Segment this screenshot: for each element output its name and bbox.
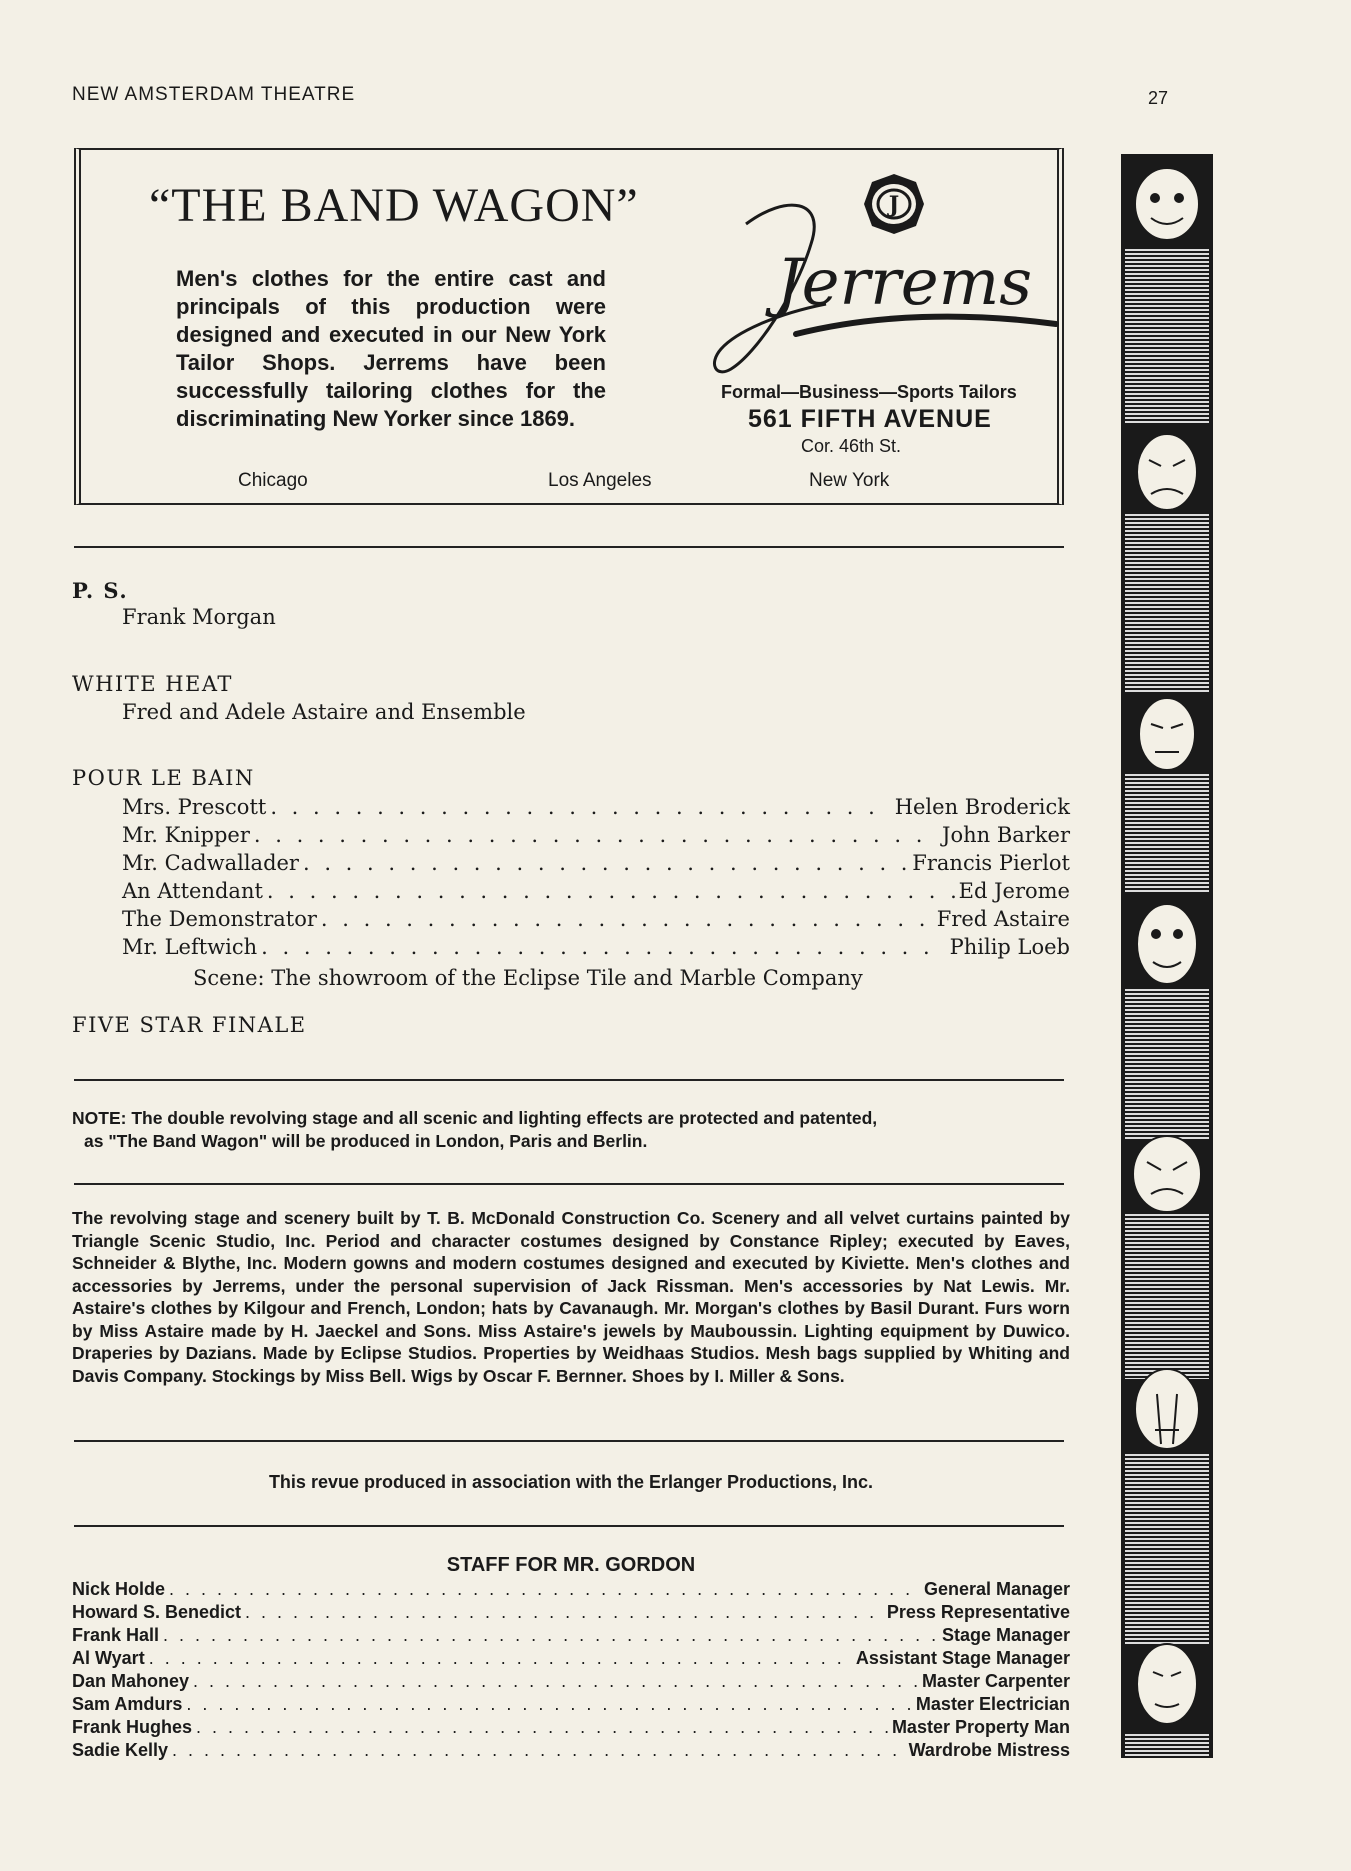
ad-body-text: Men's clothes for the entire cast and principals of this production were designed and executed in our New York Tailor Shops. Jerrems have been successfully tailoring clothes for the discriminating New Yorker since 1869. [176,266,606,431]
staff-row [72,1625,1070,1648]
leader-dots [270,795,890,819]
staff-row [72,1648,1070,1671]
ad-cross-street: Cor. 46th St. [801,436,902,456]
leader-dots [245,1602,883,1623]
scene-title-finale: FIVE STAR FINALE [72,1013,307,1037]
monogram-letter: J [888,192,900,218]
cast-row [122,795,1070,822]
staff-position: Press Representative [886,1602,1070,1622]
actor-name: Philip Loeb [949,935,1070,959]
role-name: An Attendant [122,879,263,903]
leader-dots [267,879,955,903]
scene-setting: Scene: The showroom of the Eclipse Tile and Marble Company [193,966,863,990]
cast-row [122,823,1070,850]
staff-position: Stage Manager [941,1625,1070,1645]
role-name: Mr. Knipper [122,823,250,847]
production-credits: The revolving stage and scenery built by T. B. McDonald Construction Co. Scenery and all velvet curtains painted by Triangle Scenic Studio, Inc. Period and character costumes designed by Constance Ripley; executed by Eaves, Schneider & Blythe, Inc. Modern gowns and modern costumes designed and executed by Kiviette. Men's clothes and accessories by Jerrems, under the personal supervision of Jack Rissman. Men's accessories by Nat Lewis. Mr. Astaire's clothes by Kilgour and French, London; hats by Cavanaugh. Mr. Morgan's clothes by Basil Durant. Furs worn by Miss Astaire made by H. Jaeckel and Sons. Miss Astaire's jewels by Mauboussin. Lighting equipment by Duwico. Draperies by Dazians. Made by Eclipse Studios. Properties by Weidhaas Studios. Mesh bags supplied by Whiting and Davis Company. Stockings by Miss Bell. Wigs by Oscar F. Bernner. Shoes by I. Miller & Sons. [72,1208,1070,1386]
jerrems-logo [636,164,1106,384]
divider [74,546,1064,548]
staff-row [72,1740,1070,1763]
actor-name: Fred Astaire [936,907,1070,931]
actor-name: Helen Broderick [894,795,1070,819]
staff-row [72,1579,1070,1602]
scene-cast-white-heat: Fred and Adele Astaire and Ensemble [122,700,526,724]
scene-cast-ps: Frank Morgan [122,605,276,629]
divider [74,1079,1064,1081]
staff-name: Howard S. Benedict [72,1602,242,1622]
note-label: NOTE: [72,1108,127,1128]
city-los-angeles: Los Angeles [548,470,652,491]
leader-dots [149,1648,852,1669]
leader-dots [193,1671,918,1692]
leader-dots [163,1625,938,1646]
leader-dots [169,1579,920,1600]
theatre-mask-icon [1133,1136,1201,1212]
leader-dots [196,1717,888,1738]
role-name: Mr. Cadwallader [122,851,299,875]
staff-name: Sadie Kelly [72,1740,169,1760]
brand-script: Jerrems [776,246,1033,320]
staff-position: Wardrobe Mistress [908,1740,1070,1760]
staff-name: Frank Hughes [72,1717,193,1737]
cast-row [122,851,1070,878]
city-new-york: New York [809,470,890,491]
divider [74,1183,1064,1185]
staff-title: STAFF FOR MR. GORDON [446,1554,696,1576]
staff-row [72,1602,1070,1625]
patent-note [72,1107,1070,1130]
staff-position: Master Property Man [891,1717,1070,1737]
leader-dots [261,935,945,959]
staff-row [72,1717,1070,1740]
scene-title-pour-le-bain: POUR LE BAIN [72,766,255,790]
jerrems-advertisement [74,148,1064,505]
staff-position: General Manager [923,1579,1070,1599]
leader-dots [303,851,908,875]
ad-address: 561 FIFTH AVENUE [748,405,992,433]
cast-row [122,879,1070,906]
note-line-1: The double revolving stage and all scenic and lighting effects are protected and patented, [131,1108,878,1128]
actor-name: Ed Jerome [958,879,1070,903]
role-name: Mrs. Prescott [122,795,267,819]
leader-dots [254,823,938,847]
theatre-mask-icon [1135,1369,1199,1449]
staff-position: Assistant Stage Manager [855,1648,1070,1668]
page-number: 27 [1148,88,1169,108]
theatre-mask-icon [1139,698,1195,770]
theatre-mask-border [1121,154,1213,1758]
monogram-icon [864,174,924,234]
role-name: Mr. Leftwich [122,935,258,959]
staff-name: Dan Mahoney [72,1671,190,1691]
staff-position: Master Carpenter [921,1671,1070,1691]
theatre-mask-icon [1137,1644,1197,1724]
staff-row [72,1671,1070,1694]
staff-name: Al Wyart [72,1648,145,1668]
actor-name: Francis Pierlot [912,851,1070,875]
cast-row [122,907,1070,934]
staff-position: Master Electrician [915,1694,1070,1714]
role-name: The Demonstrator [122,907,317,931]
staff-name: Nick Holde [72,1579,166,1599]
theatre-mask-icon [1137,904,1197,984]
actor-name: John Barker [942,823,1070,847]
staff-name: Frank Hall [72,1625,160,1645]
mask-icons [1121,154,1213,1758]
theatre-mask-icon [1137,434,1197,510]
association-line: This revue produced in association with the Erlanger Productions, Inc. [268,1472,874,1492]
city-chicago: Chicago [238,470,308,491]
ad-title: “THE BAND WAGON” [149,179,639,232]
patent-note-continued: as "The Band Wagon" will be produced in London, Paris and Berlin. [84,1131,648,1151]
ad-services: Formal—Business—Sports Tailors [721,382,1017,402]
scene-title-ps: P. S. [72,578,129,603]
leader-dots [186,1694,912,1715]
staff-row [72,1694,1070,1717]
scene-title-white-heat: WHITE HEAT [72,672,233,696]
theatre-mask-icon [1135,168,1199,240]
divider [74,1525,1064,1527]
leader-dots [172,1740,905,1761]
staff-name: Sam Amdurs [72,1694,183,1714]
cast-row [122,935,1070,962]
running-header: NEW AMSTERDAM THEATRE [72,84,356,105]
leader-dots [321,907,933,931]
divider [74,1440,1064,1442]
